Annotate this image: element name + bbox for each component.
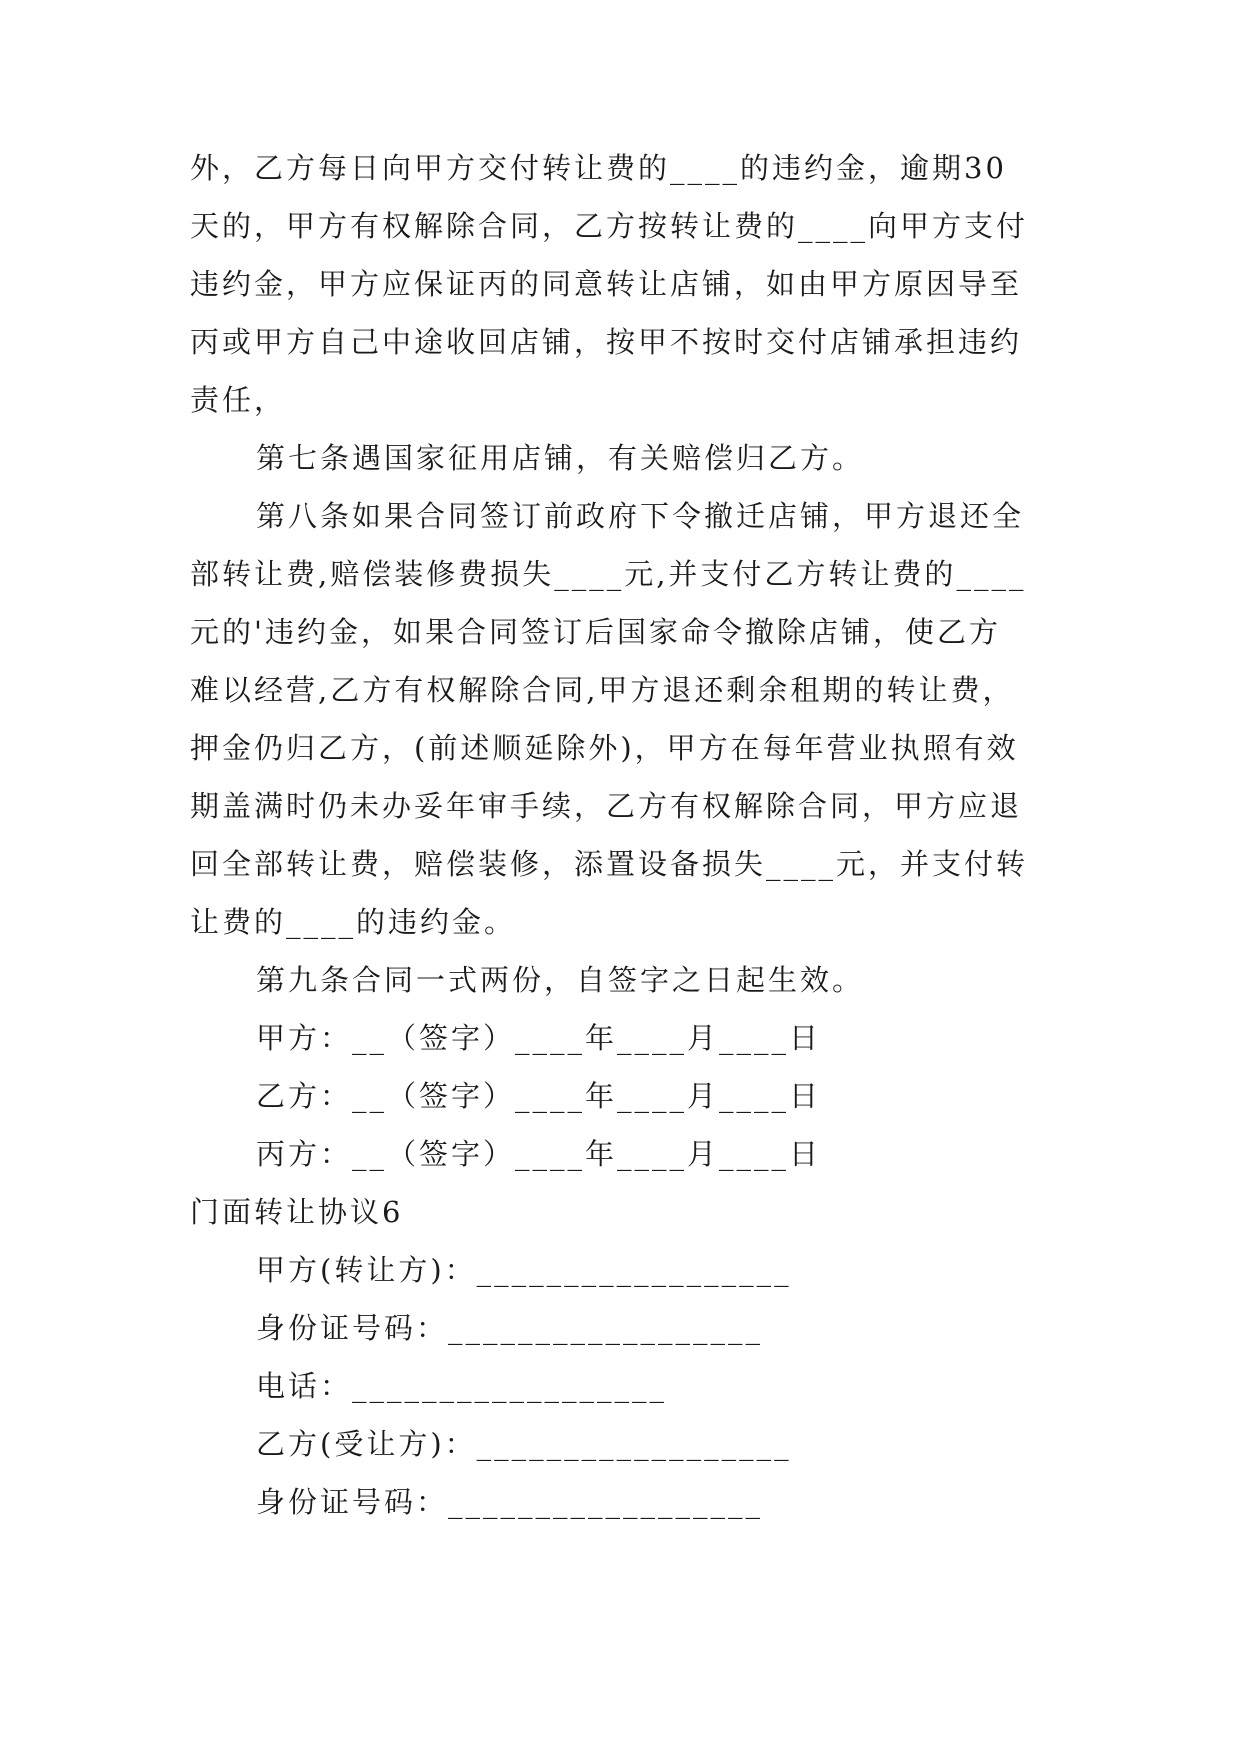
body-line: 违约金，甲方应保证丙的同意转让店铺，如由甲方原因导至 — [190, 267, 1023, 301]
body-line: 外，乙方每日向甲方交付转让费的____的违约金，逾期30 — [190, 151, 1007, 185]
body-line: 期盖满时仍未办妥年审手续，乙方有权解除合同，甲方应退 — [190, 789, 1023, 823]
party-a-phone-field: 电话：__________________ — [256, 1369, 668, 1403]
section-title: 门面转让协议6 — [190, 1195, 404, 1229]
party-a-id-field: 身份证号码：__________________ — [256, 1311, 764, 1345]
article-8: 第八条如果合同签订前政府下令撤迁店铺，甲方退还全 — [256, 499, 1025, 533]
body-line: 天的，甲方有权解除合同，乙方按转让费的____向甲方支付 — [190, 209, 1029, 243]
body-line: 元的'违约金，如果合同签订后国家命令撤除店铺，使乙方 — [190, 615, 1001, 649]
body-line: 让费的____的违约金。 — [190, 905, 517, 939]
body-line: 押金仍归乙方，(前述顺延除外)，甲方在每年营业执照有效 — [190, 731, 1019, 765]
signature-party-c: 丙方：__（签字）____年____月____日 — [256, 1137, 822, 1171]
party-b-field: 乙方(受让方)：__________________ — [256, 1427, 792, 1461]
body-line: 丙或甲方自己中途收回店铺，按甲不按时交付店铺承担违约 — [190, 325, 1023, 359]
party-a-field: 甲方(转让方)：__________________ — [256, 1253, 792, 1287]
signature-party-a: 甲方：__（签字）____年____月____日 — [256, 1021, 822, 1055]
party-b-id-field: 身份证号码：__________________ — [256, 1485, 764, 1519]
body-line: 回全部转让费，赔偿装修，添置设备损失____元，并支付转 — [190, 847, 1029, 881]
body-line: 部转让费,赔偿装修费损失____元,并支付乙方转让费的____ — [190, 557, 1027, 591]
article-9: 第九条合同一式两份，自签字之日起生效。 — [256, 963, 865, 997]
body-line: 难以经营,乙方有权解除合同,甲方退还剩余租期的转让费， — [190, 673, 1015, 707]
body-line: 责任， — [190, 383, 287, 417]
signature-party-b: 乙方：__（签字）____年____月____日 — [256, 1079, 822, 1113]
article-7: 第七条遇国家征用店铺，有关赔偿归乙方。 — [256, 441, 865, 475]
document-body — [190, 139, 1046, 1531]
